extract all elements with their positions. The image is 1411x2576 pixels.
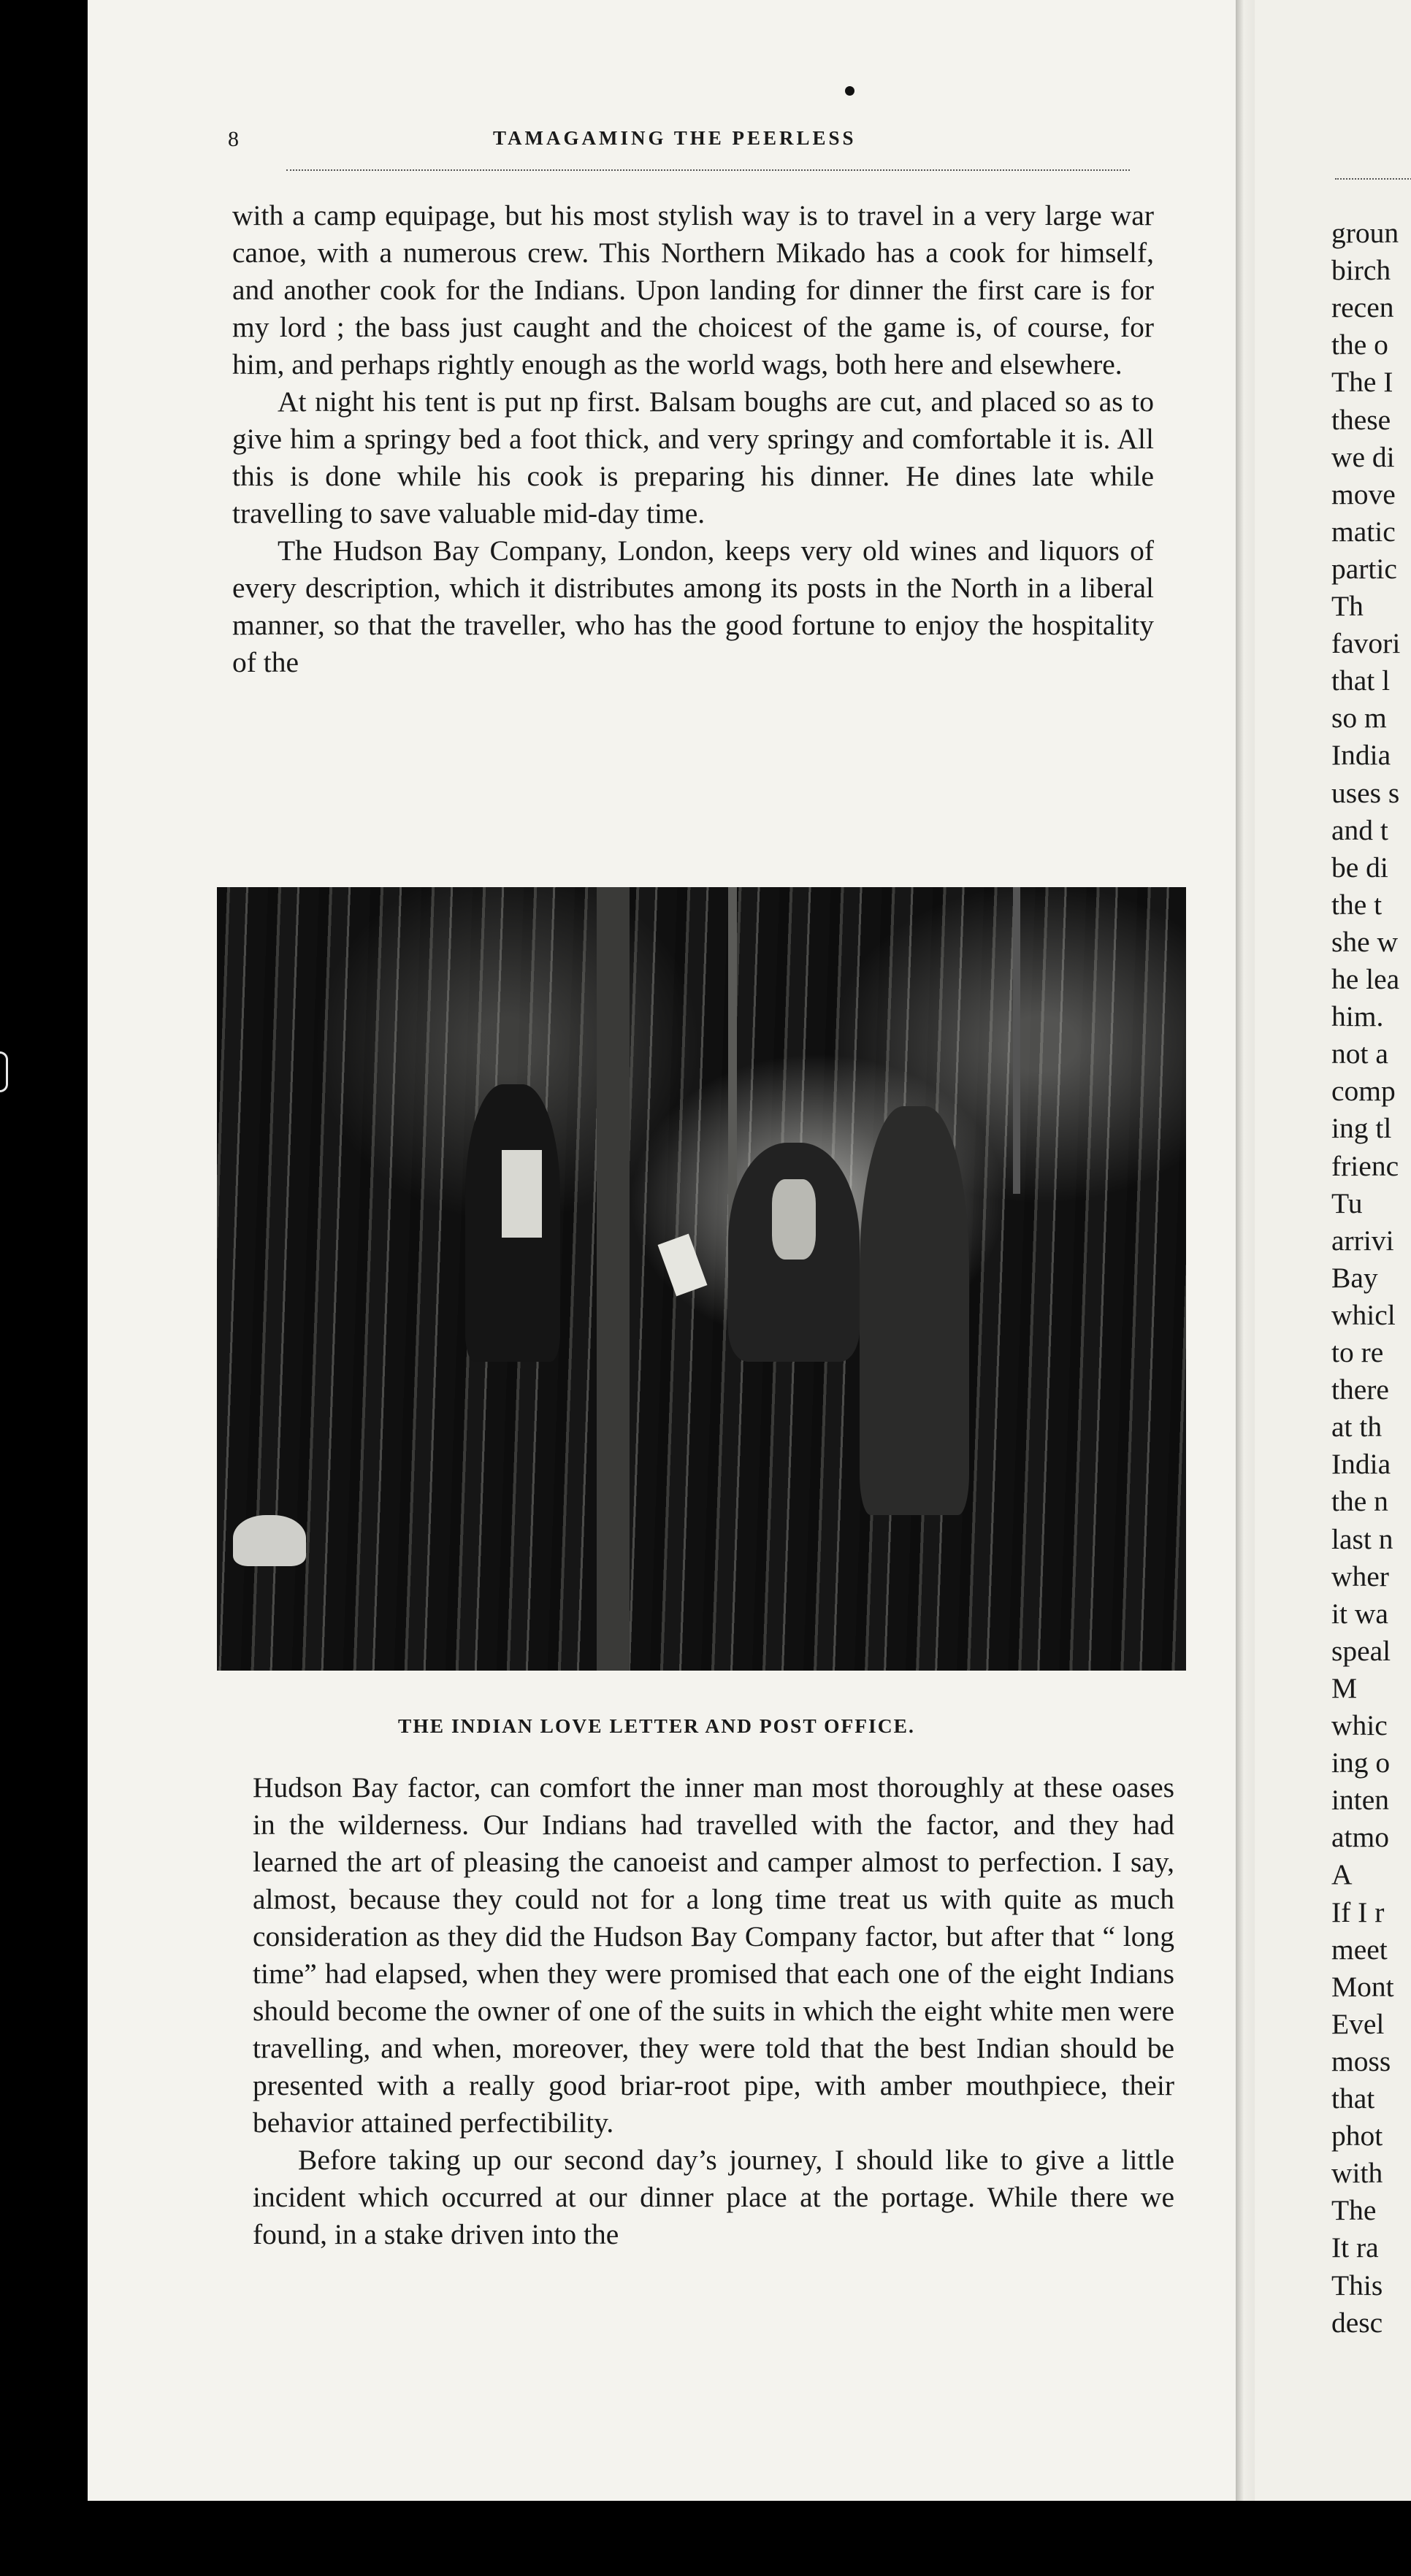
right-page-line: whic: [1331, 1709, 1388, 1741]
right-page-line: Evel: [1331, 2007, 1385, 2040]
right-page-line: moss: [1331, 2044, 1391, 2077]
ink-dot: [845, 86, 854, 96]
right-page-line: desc: [1331, 2306, 1383, 2339]
page-gutter: [1236, 0, 1256, 2501]
photo-caption: THE INDIAN LOVE LETTER AND POST OFFICE.: [398, 1714, 915, 1737]
right-page-line: at th: [1331, 1411, 1383, 1444]
tree-trunk: [597, 887, 630, 1671]
right-page-line: the n: [1331, 1485, 1388, 1518]
right-page-line: comp: [1331, 1075, 1396, 1108]
right-page-line: Th: [1331, 590, 1364, 622]
right-page-line: atmo: [1331, 1821, 1389, 1854]
text-block-bottom: [253, 1769, 1174, 2253]
right-page-line: It ra: [1331, 2231, 1379, 2264]
right-page-line: uses s: [1331, 776, 1400, 809]
right-page-line: The: [1331, 2194, 1377, 2227]
right-page-line: these: [1331, 403, 1391, 436]
hat-on-ground: [233, 1515, 306, 1566]
right-page-line: India: [1331, 739, 1391, 772]
right-page-line: ing o: [1331, 1747, 1391, 1779]
right-page-line: M: [1331, 1671, 1358, 1704]
scan-border: [0, 2501, 1411, 2576]
right-page-line: he lea: [1331, 963, 1400, 995]
right-page-line: phot: [1331, 2120, 1383, 2153]
right-page-line: birch: [1331, 254, 1391, 287]
paragraph: Before taking up our second day’s journey, I should like to give a little incident which occurred at our dinner place at the portage. While there we found, in a stake driven into the: [253, 2144, 1174, 2250]
right-page-line: that: [1331, 2082, 1375, 2115]
page-number: 8: [228, 127, 239, 151]
right-page-line: that l: [1331, 664, 1391, 697]
right-page-line: him.: [1331, 1000, 1384, 1033]
header-rule: [286, 169, 1130, 171]
right-page-line: Bay: [1331, 1261, 1378, 1294]
running-head: TAMAGAMING THE PEERLESS: [493, 127, 857, 149]
right-page-line: meet: [1331, 1933, 1388, 1966]
right-page-fragment: [1255, 0, 1411, 2501]
right-page-line: A: [1331, 1858, 1353, 1891]
scan-edge-mark: [0, 1051, 8, 1092]
right-page-line: arrivi: [1331, 1224, 1394, 1257]
right-page-line: she w: [1331, 925, 1399, 958]
right-page-line: last n: [1331, 1522, 1393, 1555]
text-block-top: [232, 197, 1154, 681]
forest-photograph: [217, 887, 1186, 1671]
right-page-line: frienc: [1331, 1149, 1399, 1182]
right-page-line: Tu: [1331, 1187, 1363, 1219]
letter-paper: [658, 1234, 708, 1297]
right-page-line: the t: [1331, 888, 1383, 921]
right-page-line: ing tl: [1331, 1112, 1392, 1145]
right-page-line: India: [1331, 1448, 1391, 1481]
header-rule: [1335, 178, 1411, 180]
paragraph: The Hudson Bay Company, London, keeps very old wines and liquors of every description, which it distributes among its posts in the North in a liberal manner, so that the traveller, who has the good fortune to enjoy the hospitality of the: [232, 534, 1154, 678]
tree-trunk: [1013, 887, 1020, 1194]
beard: [772, 1179, 816, 1260]
right-page-line: wher: [1331, 1560, 1389, 1592]
right-page-line: not a: [1331, 1038, 1388, 1070]
paragraph: Hudson Bay factor, can comfort the inner man most thoroughly at these oases in the wilderness. Our Indians had travelled with the factor, and they had learned the art of pleasing the canoeist and camper almost to perfection. I say, almost, because they could not for a long time treat us with quite as much consideration as they did the Hudson Bay Company factor, but after that “ long time” had elapsed, when they were promised that each one of the eight Indians should become the owner of one of the suits in which the eight white men were travelling, and when, moreover, they were told that the best Indian should be presented with a really good briar-root pipe, with amber mouthpiece, their behavior attained perfectibility.: [253, 1771, 1174, 2139]
right-page-line: we di: [1331, 440, 1395, 473]
right-page-line: so m: [1331, 702, 1387, 735]
right-page-line: move: [1331, 478, 1396, 510]
right-page-line: and t: [1331, 813, 1388, 846]
right-page-line: speal: [1331, 1634, 1391, 1667]
man-shirt: [502, 1150, 542, 1238]
paragraph: with a camp equipage, but his most stylish way is to travel in a very large war canoe, with a numerous crew. This Northern Mikado has a cook for himself, and another cook for the Indians. Upon landing for dinner the first care is for my lord ; the bass just caught and the choicest of the game is, of course, for him, and perhaps rightly enough as the world wags, both here and elsewhere.: [232, 199, 1154, 380]
right-page-line: favori: [1331, 627, 1401, 660]
right-page-line: recen: [1331, 291, 1394, 324]
paragraph: At night his tent is put np first. Balsam boughs are cut, and placed so as to give him a springy bed a foot thick, and very springy and comfortable it is. All this is done while his cook is preparing his dinner. He dines late while travelling to save valuable mid-day time.: [232, 386, 1154, 529]
right-page-line: the o: [1331, 329, 1388, 361]
right-page-line: If I r: [1331, 1895, 1385, 1928]
right-page-line: groun: [1331, 217, 1399, 249]
right-page-line: be di: [1331, 851, 1388, 883]
right-page-line: partic: [1331, 552, 1397, 585]
right-page-line: matic: [1331, 515, 1396, 548]
young-man: [860, 1106, 969, 1515]
right-page-line: Mont: [1331, 1970, 1394, 2003]
right-page-line: it wa: [1331, 1597, 1388, 1630]
right-page-line: This: [1331, 2269, 1383, 2301]
right-page-line: inten: [1331, 1784, 1389, 1817]
right-page-line: with: [1331, 2157, 1383, 2190]
right-page-line: there: [1331, 1373, 1389, 1406]
right-page-line: The I: [1331, 366, 1393, 399]
right-page-line: to re: [1331, 1336, 1384, 1368]
right-page-line: whicl: [1331, 1298, 1396, 1331]
